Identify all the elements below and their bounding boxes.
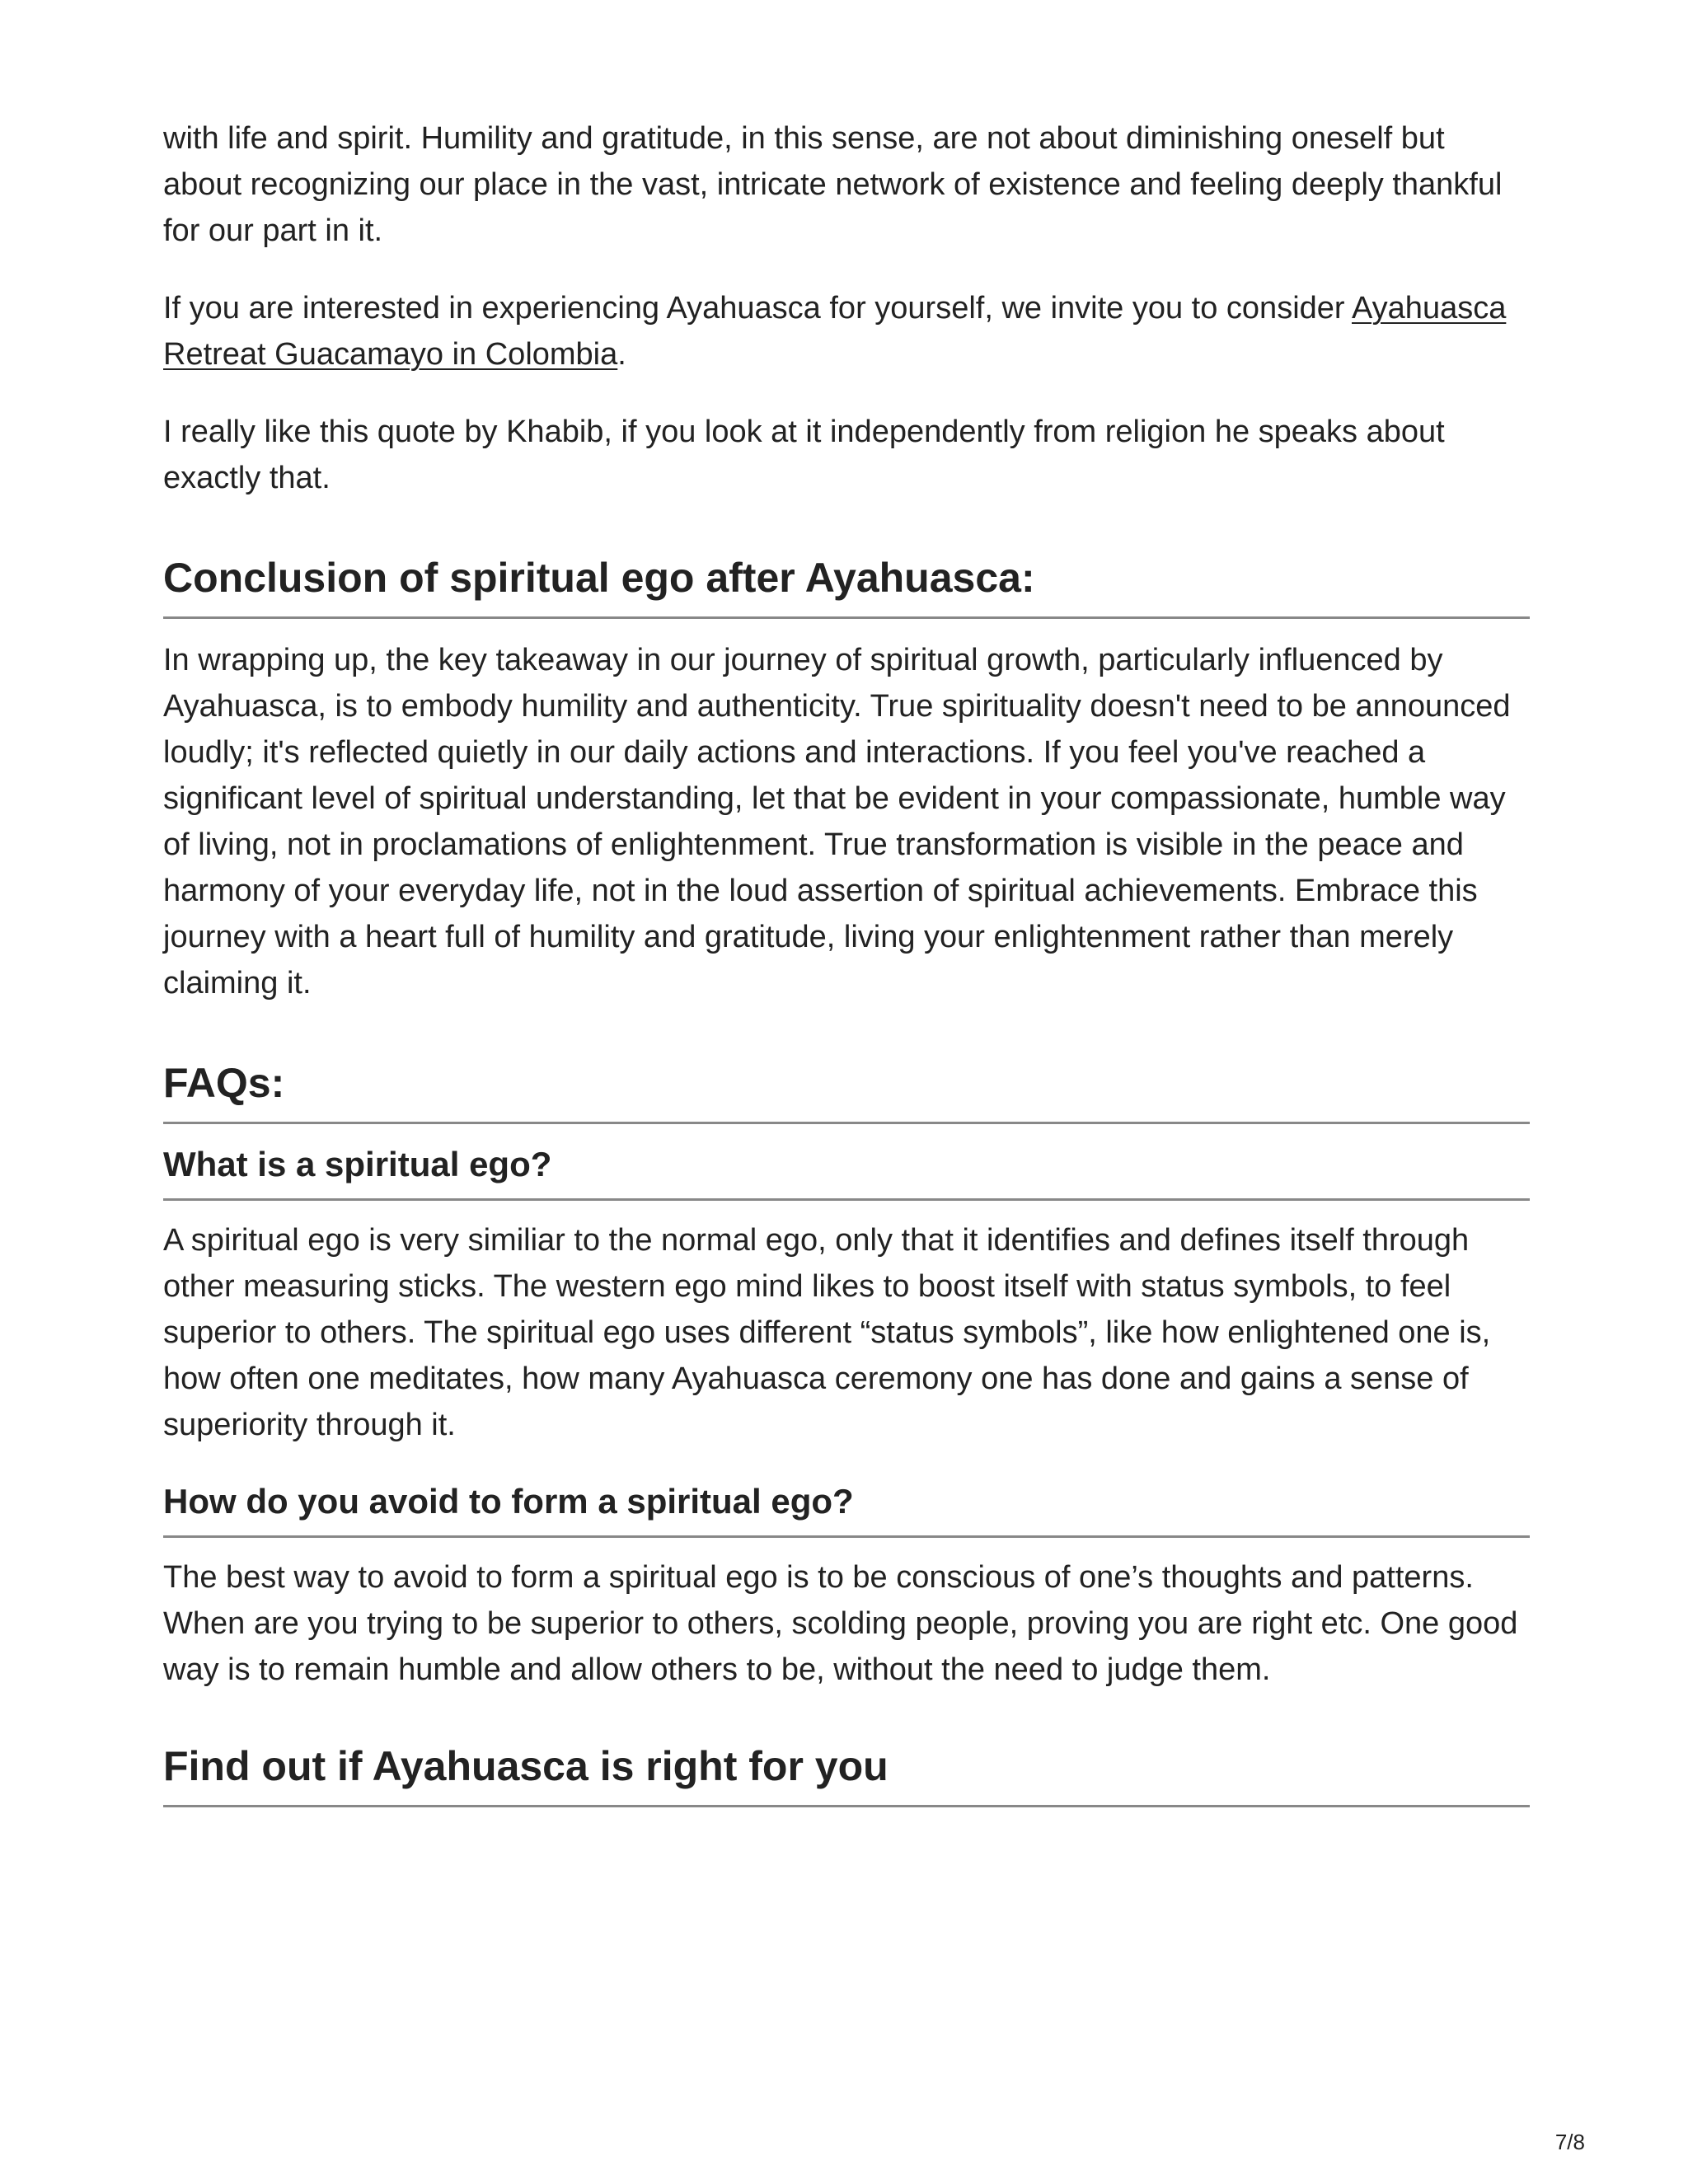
conclusion-paragraph: In wrapping up, the key takeaway in our journey of spiritual growth, particularly influenced by Ayahuasca, is to embody humility and authenticity. True spirituality doesn't need to be announced loudly; it's reflected quietly in our daily actions and interactions. If you feel you've reached a significant level of spiritual understanding, let that be evident in your compassionate, humble way of living, not in proclamations of enlightenment. True transformation is visible in the peace and harmony of your everyday life, not in the loud assertion of spiritual achievements. Embrace this journey with a heart full of humility and gratitude, living your enlightenment rather than merely claiming it.: [163, 643, 1511, 1001]
article-content: [163, 115, 1530, 1825]
retreat-invite-period: .: [617, 337, 626, 372]
retreat-invite-text: If you are interested in experiencing Ayahuasca for yourself, we invite you to consider: [163, 291, 1353, 326]
faq-question-avoid-spiritual-ego: How do you avoid to form a spiritual ego?: [163, 1479, 1530, 1538]
paragraph-retreat-invite: [163, 285, 1530, 377]
page-number: 7/8: [1554, 2130, 1585, 2154]
paragraph-humility: with life and spirit. Humility and gratitude, in this sense, are not about diminishing oneself but about recognizing our place in the vast, intricate network of existence and feeling deeply thankful for our part in it.: [163, 121, 1503, 248]
find-out-heading: Find out if Ayahuasca is right for you: [163, 1741, 1530, 1807]
paragraph-khabib-quote: I really like this quote by Khabib, if you look at it independently from religion he speaks about exactly that.: [163, 415, 1445, 495]
faq-answer-avoid-spiritual-ego: The best way to avoid to form a spiritual ego is to be conscious of one’s thoughts and patterns. When are you trying to be superior to others, scolding people, proving you are right etc. One good way is to remain humble and allow others to be, without the need to judge them.: [163, 1560, 1518, 1687]
faq-answer-what-is-spiritual-ego: A spiritual ego is very similiar to the normal ego, only that it identifies and defines itself through other measuring sticks. The western ego mind likes to boost itself with status symbols, to feel superior to others. The spiritual ego uses different “status symbols”, like how enlightened one is, how often one meditates, how many Ayahuasca ceremony one has done and gains a sense of superiority through it.: [163, 1223, 1491, 1442]
faqs-heading: FAQs:: [163, 1057, 1530, 1124]
conclusion-heading: Conclusion of spiritual ego after Ayahuasca:: [163, 552, 1530, 619]
retreat-guacamayo-link[interactable]: Ayahuasca Retreat Guacamayo in Colombia: [163, 291, 1507, 372]
faq-question-what-is-spiritual-ego: What is a spiritual ego?: [163, 1142, 1530, 1201]
